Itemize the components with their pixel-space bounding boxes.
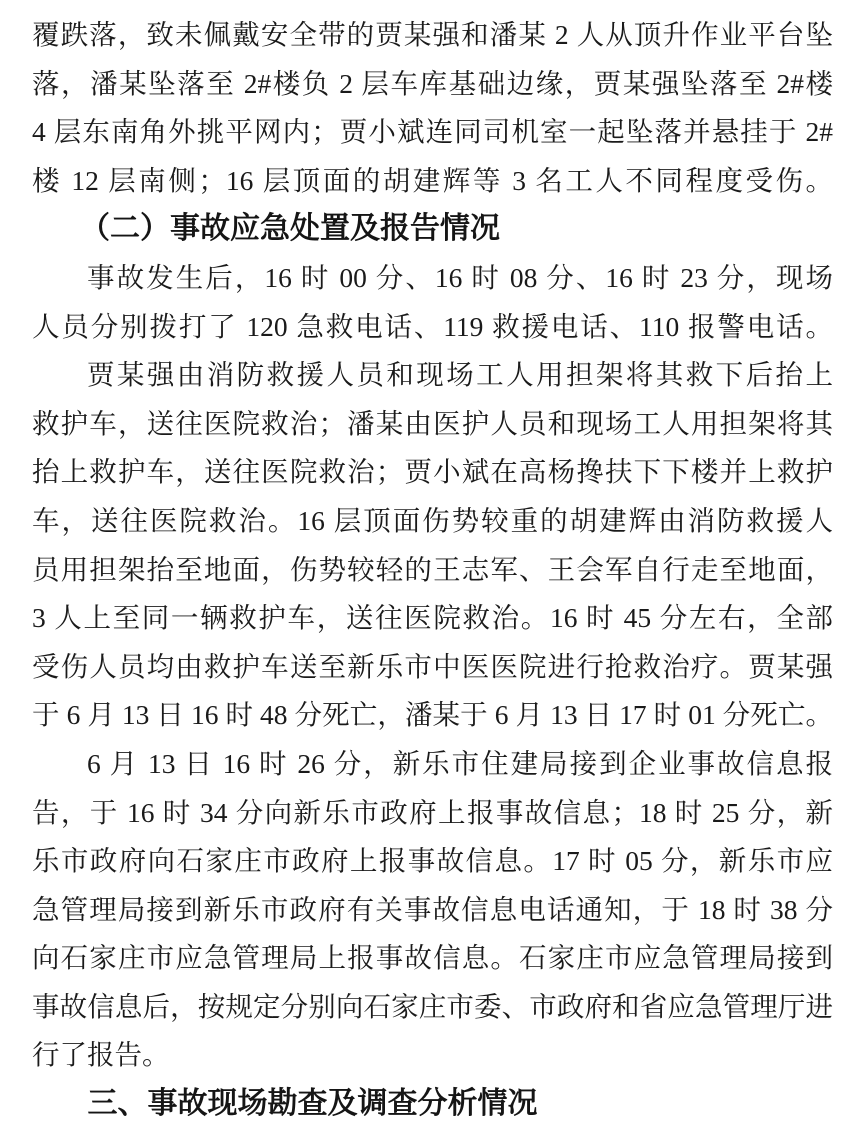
paragraph-fall-description	[32, 11, 833, 205]
text-line: 抬上救护车，送往医院救治；贾小斌在高杨搀扶下下楼并上救护	[32, 456, 833, 488]
text-line: 3 人上至同一辆救护车，送往医院救治。16 时 45 分左右，全部	[32, 602, 833, 634]
text-line: 员用担架抬至地面，伤势较轻的王志军、王会军自行走至地面，	[32, 553, 833, 585]
chapter-heading-site-investigation: 三、事故现场勘查及调查分析情况	[87, 1086, 538, 1122]
section-heading-emergency-response: （二）事故应急处置及报告情况	[80, 212, 500, 246]
text-line: 行了报告。	[32, 1039, 170, 1071]
paragraph-rescue-treatment	[32, 351, 833, 740]
text-line: 贾某强由消防救援人员和现场工人用担架将其救下后抬上	[87, 359, 833, 391]
text-line: 乐市政府向石家庄市政府上报事故信息。17 时 05 分，新乐市应	[32, 845, 833, 877]
text-line: 事故发生后，16 时 00 分、16 时 08 分、16 时 23 分，现场	[87, 261, 833, 293]
text-line: 6 月 13 日 16 时 26 分，新乐市住建局接到企业事故信息报	[87, 747, 833, 779]
paragraph-emergency-calls	[32, 254, 833, 351]
text-line: 车，送往医院救治。16 层顶面伤势较重的胡建辉由消防救援人	[32, 504, 833, 536]
paragraph-incident-reporting	[32, 740, 833, 1080]
text-line: 救护车，送往医院救治；潘某由医护人员和现场工人用担架将其	[32, 407, 833, 439]
text-line: 覆跌落，致未佩戴安全带的贾某强和潘某 2 人从顶升作业平台坠	[32, 19, 833, 50]
text-line: 4 层东南角外挑平网内；贾小斌连同司机室一起坠落并悬挂于 2#	[32, 116, 833, 148]
text-line: 楼 12 层南侧；16 层顶面的胡建辉等 3 名工人不同程度受伤。	[32, 164, 833, 196]
text-line: 向石家庄市应急管理局上报事故信息。石家庄市应急管理局接到	[32, 942, 833, 974]
text-line: 受伤人员均由救护车送至新乐市中医医院进行抢救治疗。贾某强	[32, 650, 833, 682]
text-line: 告，于 16 时 34 分向新乐市政府上报事故信息；18 时 25 分，新	[32, 796, 833, 828]
text-line: 于 6 月 13 日 16 时 48 分死亡，潘某于 6 月 13 日 17 时 01 分死亡。	[32, 699, 833, 731]
text-line: 落，潘某坠落至 2#楼负 2 层车库基础边缘，贾某强坠落至 2#楼	[32, 67, 833, 99]
text-line: 事故信息后，按规定分别向石家庄市委、市政府和省应急管理厅进	[32, 990, 833, 1022]
text-line: 急管理局接到新乐市政府有关事故信息电话通知，于 18 时 38 分	[32, 893, 833, 925]
text-line: 人员分别拨打了 120 急救电话、119 救援电话、110 报警电话。	[32, 310, 833, 342]
